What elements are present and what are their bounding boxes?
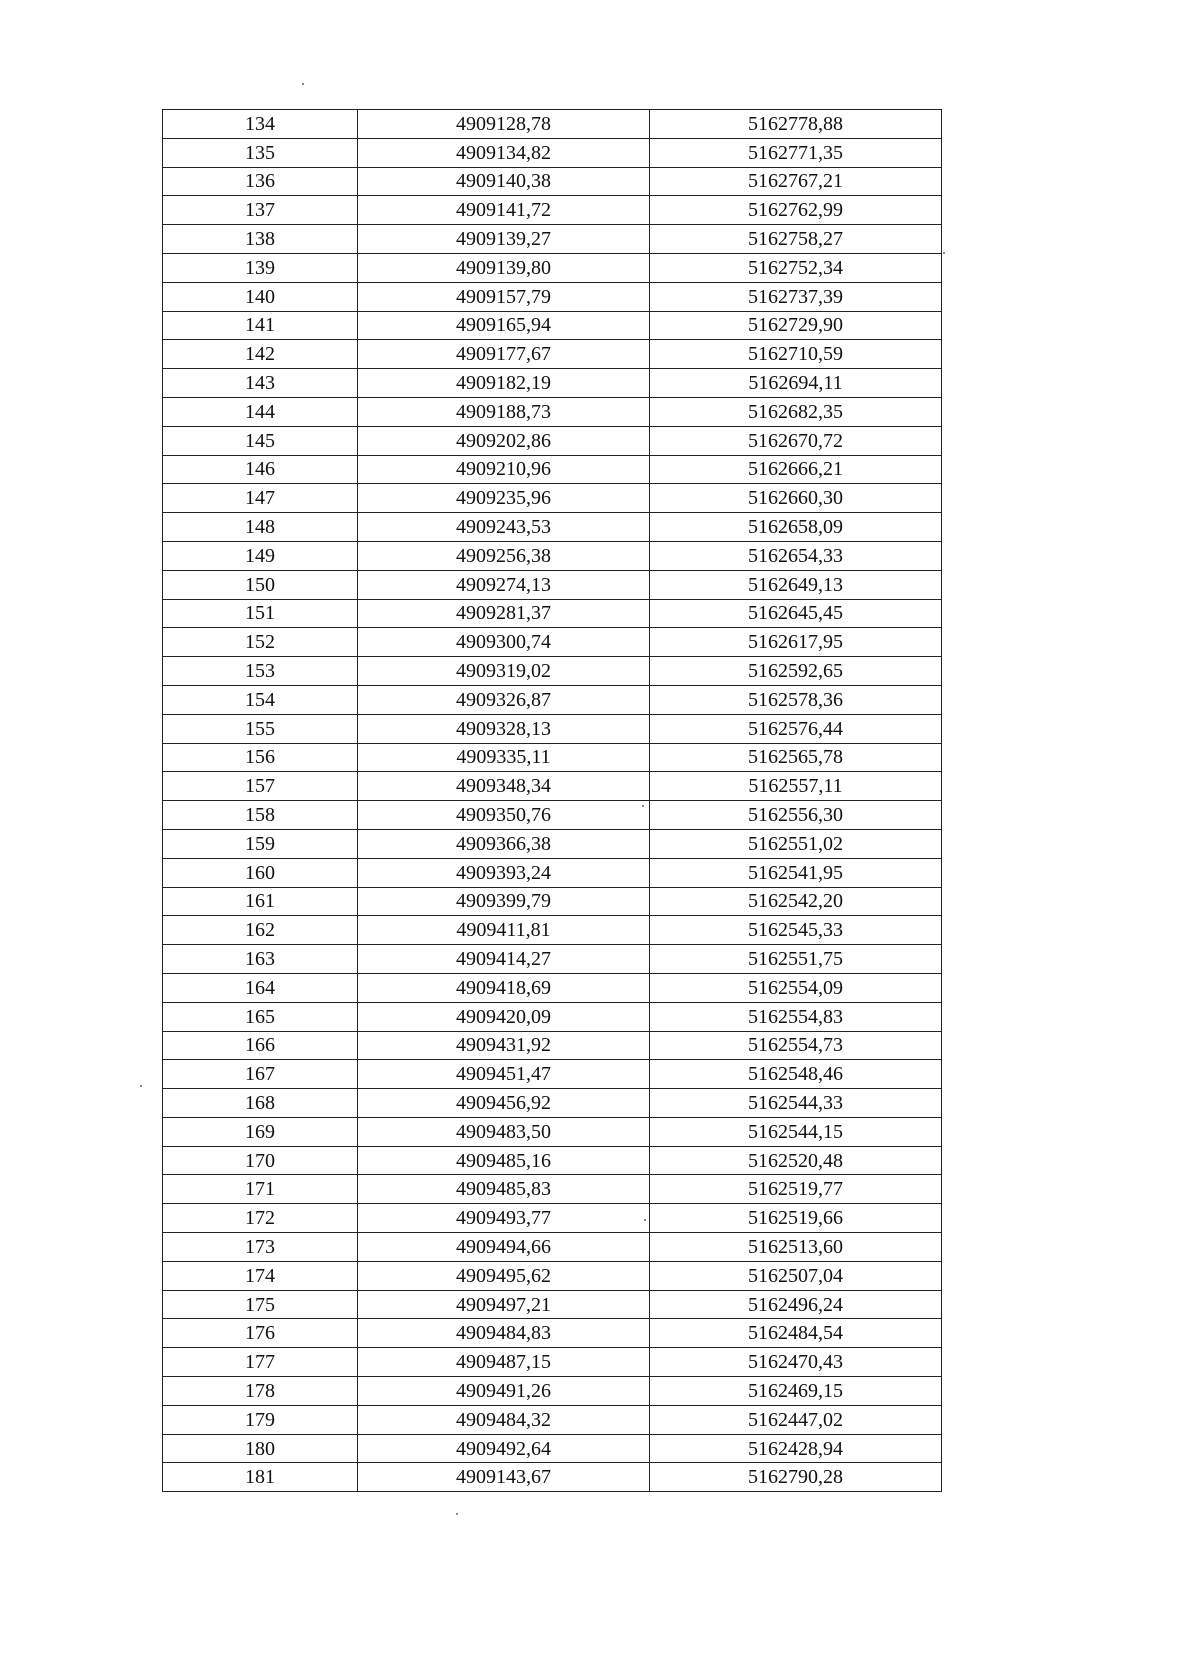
point-number-cell: 168 — [163, 1089, 358, 1118]
table-row — [163, 311, 942, 340]
x-coordinate-cell: 4909335,11 — [358, 743, 650, 772]
scan-speck — [302, 83, 304, 85]
table-row — [163, 945, 942, 974]
x-coordinate-cell: 4909451,47 — [358, 1060, 650, 1089]
table-row — [163, 858, 942, 887]
x-coordinate-cell: 4909243,53 — [358, 513, 650, 542]
scan-speck — [642, 805, 644, 807]
point-number-cell: 166 — [163, 1031, 358, 1060]
point-number-cell: 155 — [163, 714, 358, 743]
y-coordinate-cell: 5162617,95 — [650, 628, 942, 657]
x-coordinate-cell: 4909128,78 — [358, 110, 650, 139]
table-row — [163, 513, 942, 542]
table-row — [163, 426, 942, 455]
y-coordinate-cell: 5162507,04 — [650, 1261, 942, 1290]
x-coordinate-cell: 4909492,64 — [358, 1434, 650, 1463]
table-row — [163, 1319, 942, 1348]
x-coordinate-cell: 4909157,79 — [358, 282, 650, 311]
point-number-cell: 174 — [163, 1261, 358, 1290]
x-coordinate-cell: 4909256,38 — [358, 541, 650, 570]
y-coordinate-cell: 5162542,20 — [650, 887, 942, 916]
point-number-cell: 173 — [163, 1233, 358, 1262]
table-row — [163, 599, 942, 628]
x-coordinate-cell: 4909134,82 — [358, 138, 650, 167]
point-number-cell: 150 — [163, 570, 358, 599]
table-row — [163, 1089, 942, 1118]
point-number-cell: 137 — [163, 196, 358, 225]
point-number-cell: 135 — [163, 138, 358, 167]
x-coordinate-cell: 4909177,67 — [358, 340, 650, 369]
x-coordinate-cell: 4909487,15 — [358, 1348, 650, 1377]
table-row — [163, 829, 942, 858]
table-row — [163, 1463, 942, 1492]
point-number-cell: 170 — [163, 1146, 358, 1175]
point-number-cell: 145 — [163, 426, 358, 455]
x-coordinate-cell: 4909497,21 — [358, 1290, 650, 1319]
point-number-cell: 143 — [163, 369, 358, 398]
point-number-cell: 156 — [163, 743, 358, 772]
table-row — [163, 138, 942, 167]
x-coordinate-cell: 4909274,13 — [358, 570, 650, 599]
point-number-cell: 164 — [163, 973, 358, 1002]
point-number-cell: 167 — [163, 1060, 358, 1089]
table-row — [163, 253, 942, 282]
x-coordinate-cell: 4909281,37 — [358, 599, 650, 628]
point-number-cell: 136 — [163, 167, 358, 196]
x-coordinate-cell: 4909350,76 — [358, 801, 650, 830]
x-coordinate-cell: 4909140,38 — [358, 167, 650, 196]
point-number-cell: 157 — [163, 772, 358, 801]
x-coordinate-cell: 4909326,87 — [358, 685, 650, 714]
table-row — [163, 887, 942, 916]
y-coordinate-cell: 5162554,09 — [650, 973, 942, 1002]
y-coordinate-cell: 5162658,09 — [650, 513, 942, 542]
table-row — [163, 1434, 942, 1463]
y-coordinate-cell: 5162556,30 — [650, 801, 942, 830]
table-row — [163, 369, 942, 398]
x-coordinate-cell: 4909141,72 — [358, 196, 650, 225]
point-number-cell: 140 — [163, 282, 358, 311]
x-coordinate-cell: 4909414,27 — [358, 945, 650, 974]
table-row — [163, 1290, 942, 1319]
x-coordinate-cell: 4909484,83 — [358, 1319, 650, 1348]
y-coordinate-cell: 5162752,34 — [650, 253, 942, 282]
point-number-cell: 162 — [163, 916, 358, 945]
x-coordinate-cell: 4909418,69 — [358, 973, 650, 1002]
x-coordinate-cell: 4909431,92 — [358, 1031, 650, 1060]
y-coordinate-cell: 5162737,39 — [650, 282, 942, 311]
table-row — [163, 541, 942, 570]
y-coordinate-cell: 5162469,15 — [650, 1377, 942, 1406]
point-number-cell: 171 — [163, 1175, 358, 1204]
y-coordinate-cell: 5162470,43 — [650, 1348, 942, 1377]
y-coordinate-cell: 5162496,24 — [650, 1290, 942, 1319]
table-row — [163, 1175, 942, 1204]
point-number-cell: 139 — [163, 253, 358, 282]
y-coordinate-cell: 5162694,11 — [650, 369, 942, 398]
point-number-cell: 176 — [163, 1319, 358, 1348]
table-row — [163, 570, 942, 599]
x-coordinate-cell: 4909411,81 — [358, 916, 650, 945]
table-row — [163, 657, 942, 686]
y-coordinate-cell: 5162767,21 — [650, 167, 942, 196]
point-number-cell: 178 — [163, 1377, 358, 1406]
y-coordinate-cell: 5162428,94 — [650, 1434, 942, 1463]
x-coordinate-cell: 4909494,66 — [358, 1233, 650, 1262]
x-coordinate-cell: 4909139,27 — [358, 225, 650, 254]
x-coordinate-cell: 4909328,13 — [358, 714, 650, 743]
point-number-cell: 158 — [163, 801, 358, 830]
table-row — [163, 1031, 942, 1060]
point-number-cell: 154 — [163, 685, 358, 714]
x-coordinate-cell: 4909165,94 — [358, 311, 650, 340]
x-coordinate-cell: 4909300,74 — [358, 628, 650, 657]
table-row — [163, 916, 942, 945]
point-number-cell: 141 — [163, 311, 358, 340]
table-row — [163, 1117, 942, 1146]
y-coordinate-cell: 5162513,60 — [650, 1233, 942, 1262]
table-row — [163, 714, 942, 743]
x-coordinate-cell: 4909420,09 — [358, 1002, 650, 1031]
x-coordinate-cell: 4909495,62 — [358, 1261, 650, 1290]
y-coordinate-cell: 5162576,44 — [650, 714, 942, 743]
x-coordinate-cell: 4909143,67 — [358, 1463, 650, 1492]
table-row — [163, 973, 942, 1002]
table-row — [163, 484, 942, 513]
table-row — [163, 1002, 942, 1031]
y-coordinate-cell: 5162545,33 — [650, 916, 942, 945]
x-coordinate-cell: 4909188,73 — [358, 397, 650, 426]
point-number-cell: 152 — [163, 628, 358, 657]
table-row — [163, 1377, 942, 1406]
y-coordinate-cell: 5162484,54 — [650, 1319, 942, 1348]
table-row — [163, 1146, 942, 1175]
x-coordinate-cell: 4909399,79 — [358, 887, 650, 916]
point-number-cell: 148 — [163, 513, 358, 542]
coordinates-table-body — [163, 110, 942, 1492]
y-coordinate-cell: 5162729,90 — [650, 311, 942, 340]
point-number-cell: 144 — [163, 397, 358, 426]
point-number-cell: 153 — [163, 657, 358, 686]
point-number-cell: 161 — [163, 887, 358, 916]
y-coordinate-cell: 5162592,65 — [650, 657, 942, 686]
x-coordinate-cell: 4909484,32 — [358, 1405, 650, 1434]
point-number-cell: 146 — [163, 455, 358, 484]
y-coordinate-cell: 5162519,66 — [650, 1204, 942, 1233]
point-number-cell: 172 — [163, 1204, 358, 1233]
x-coordinate-cell: 4909182,19 — [358, 369, 650, 398]
scan-speck — [456, 1513, 458, 1515]
point-number-cell: 180 — [163, 1434, 358, 1463]
table-row — [163, 1348, 942, 1377]
x-coordinate-cell: 4909348,34 — [358, 772, 650, 801]
table-row — [163, 1233, 942, 1262]
table-row — [163, 801, 942, 830]
y-coordinate-cell: 5162649,13 — [650, 570, 942, 599]
y-coordinate-cell: 5162660,30 — [650, 484, 942, 513]
y-coordinate-cell: 5162544,33 — [650, 1089, 942, 1118]
table-row — [163, 196, 942, 225]
y-coordinate-cell: 5162645,45 — [650, 599, 942, 628]
y-coordinate-cell: 5162682,35 — [650, 397, 942, 426]
y-coordinate-cell: 5162544,15 — [650, 1117, 942, 1146]
table-row — [163, 397, 942, 426]
table-row — [163, 455, 942, 484]
x-coordinate-cell: 4909393,24 — [358, 858, 650, 887]
table-row — [163, 110, 942, 139]
x-coordinate-cell: 4909485,16 — [358, 1146, 650, 1175]
point-number-cell: 134 — [163, 110, 358, 139]
table-row — [163, 628, 942, 657]
point-number-cell: 165 — [163, 1002, 358, 1031]
point-number-cell: 175 — [163, 1290, 358, 1319]
x-coordinate-cell: 4909139,80 — [358, 253, 650, 282]
point-number-cell: 163 — [163, 945, 358, 974]
y-coordinate-cell: 5162554,83 — [650, 1002, 942, 1031]
point-number-cell: 169 — [163, 1117, 358, 1146]
y-coordinate-cell: 5162710,59 — [650, 340, 942, 369]
x-coordinate-cell: 4909456,92 — [358, 1089, 650, 1118]
table-row — [163, 340, 942, 369]
point-number-cell: 177 — [163, 1348, 358, 1377]
y-coordinate-cell: 5162771,35 — [650, 138, 942, 167]
point-number-cell: 179 — [163, 1405, 358, 1434]
point-number-cell: 142 — [163, 340, 358, 369]
table-row — [163, 282, 942, 311]
y-coordinate-cell: 5162519,77 — [650, 1175, 942, 1204]
y-coordinate-cell: 5162758,27 — [650, 225, 942, 254]
y-coordinate-cell: 5162654,33 — [650, 541, 942, 570]
table-row — [163, 167, 942, 196]
x-coordinate-cell: 4909366,38 — [358, 829, 650, 858]
table-row — [163, 1261, 942, 1290]
x-coordinate-cell: 4909485,83 — [358, 1175, 650, 1204]
x-coordinate-cell: 4909483,50 — [358, 1117, 650, 1146]
y-coordinate-cell: 5162551,75 — [650, 945, 942, 974]
y-coordinate-cell: 5162578,36 — [650, 685, 942, 714]
coordinates-table — [162, 109, 942, 1492]
y-coordinate-cell: 5162548,46 — [650, 1060, 942, 1089]
table-row — [163, 1405, 942, 1434]
point-number-cell: 138 — [163, 225, 358, 254]
y-coordinate-cell: 5162666,21 — [650, 455, 942, 484]
table-row — [163, 1204, 942, 1233]
table-row — [163, 772, 942, 801]
y-coordinate-cell: 5162551,02 — [650, 829, 942, 858]
y-coordinate-cell: 5162790,28 — [650, 1463, 942, 1492]
y-coordinate-cell: 5162541,95 — [650, 858, 942, 887]
table-row — [163, 685, 942, 714]
y-coordinate-cell: 5162565,78 — [650, 743, 942, 772]
point-number-cell: 181 — [163, 1463, 358, 1492]
x-coordinate-cell: 4909493,77 — [358, 1204, 650, 1233]
point-number-cell: 160 — [163, 858, 358, 887]
scan-speck — [140, 1085, 142, 1087]
point-number-cell: 151 — [163, 599, 358, 628]
table-row — [163, 225, 942, 254]
point-number-cell: 149 — [163, 541, 358, 570]
table-row — [163, 743, 942, 772]
y-coordinate-cell: 5162447,02 — [650, 1405, 942, 1434]
x-coordinate-cell: 4909202,86 — [358, 426, 650, 455]
x-coordinate-cell: 4909319,02 — [358, 657, 650, 686]
scan-speck — [943, 252, 945, 254]
y-coordinate-cell: 5162670,72 — [650, 426, 942, 455]
table-row — [163, 1060, 942, 1089]
x-coordinate-cell: 4909210,96 — [358, 455, 650, 484]
y-coordinate-cell: 5162557,11 — [650, 772, 942, 801]
y-coordinate-cell: 5162520,48 — [650, 1146, 942, 1175]
y-coordinate-cell: 5162554,73 — [650, 1031, 942, 1060]
scan-speck — [644, 1219, 646, 1221]
point-number-cell: 159 — [163, 829, 358, 858]
y-coordinate-cell: 5162762,99 — [650, 196, 942, 225]
point-number-cell: 147 — [163, 484, 358, 513]
x-coordinate-cell: 4909491,26 — [358, 1377, 650, 1406]
y-coordinate-cell: 5162778,88 — [650, 110, 942, 139]
x-coordinate-cell: 4909235,96 — [358, 484, 650, 513]
